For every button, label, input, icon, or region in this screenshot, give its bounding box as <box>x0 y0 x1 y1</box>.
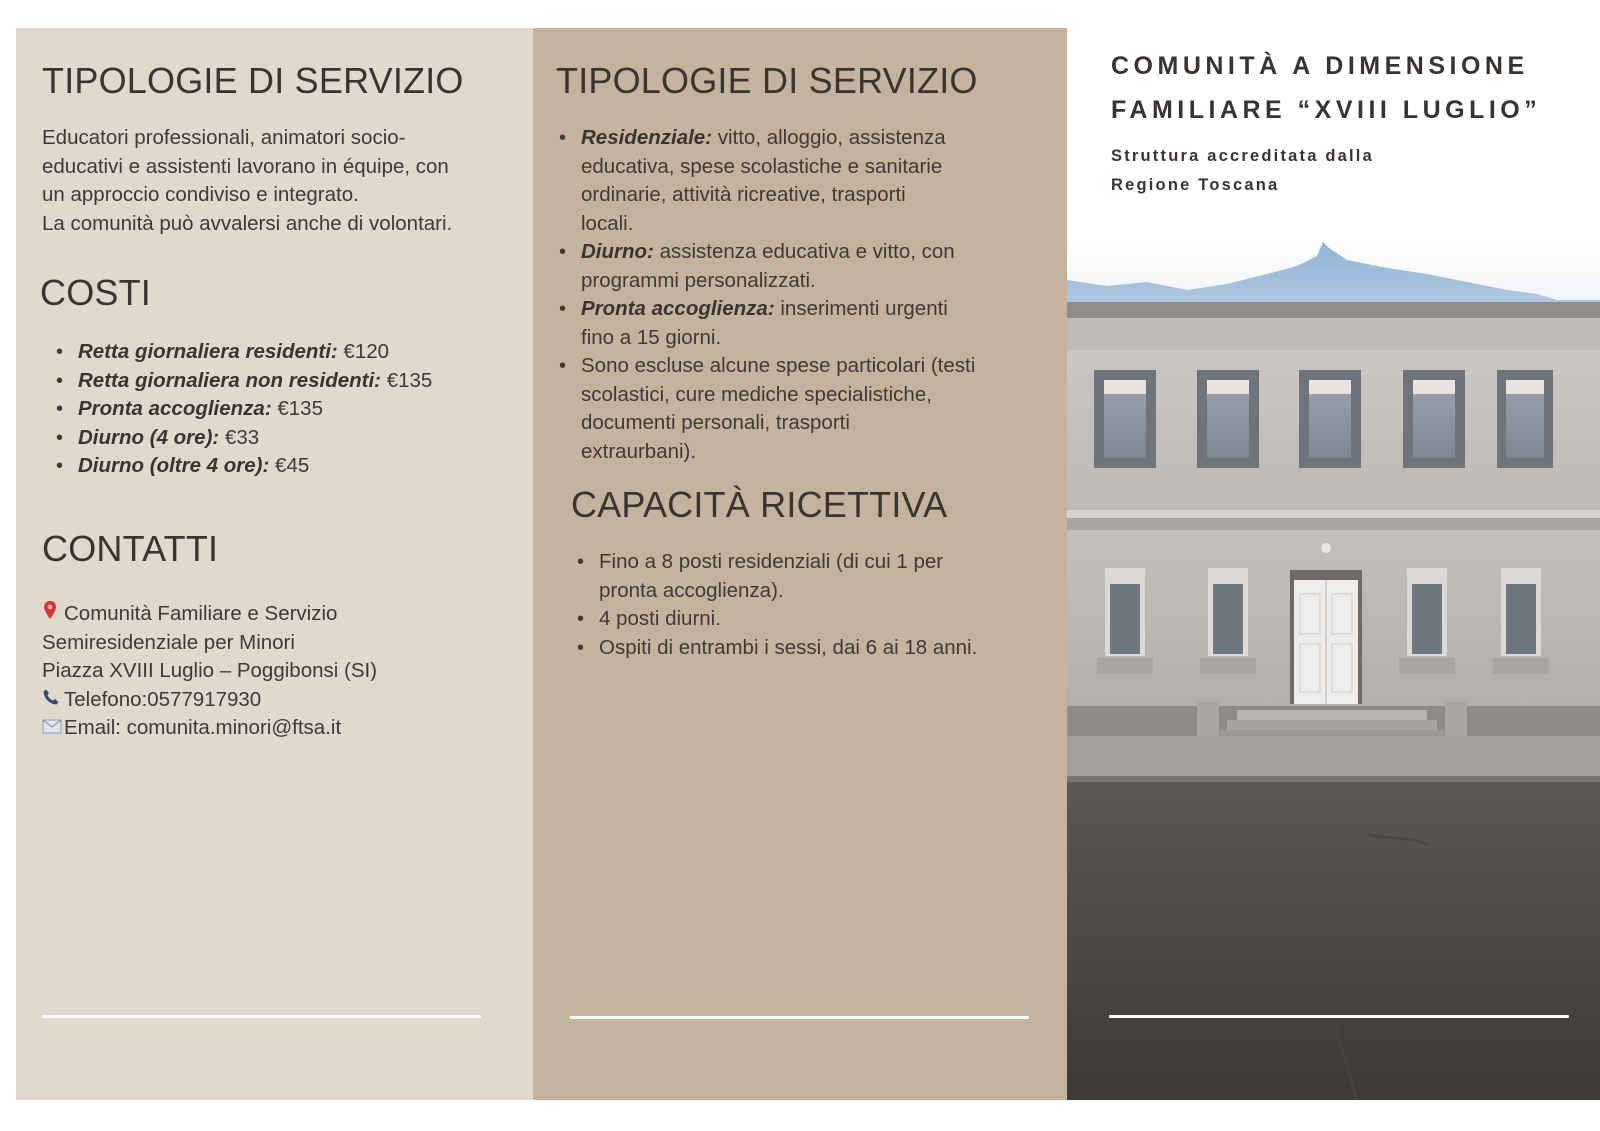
service-type-text: extraurbani). <box>581 439 697 463</box>
cost-value: €135 <box>381 368 433 392</box>
capacity-item <box>571 548 977 605</box>
capacity-text: 4 posti diurni. <box>599 607 721 630</box>
phone-number: Telefono:0577917930 <box>64 687 262 711</box>
capacity-heading: CAPACITÀ RICETTIVA <box>571 484 948 525</box>
capacity-item <box>571 634 977 663</box>
address-line: Semiresidenziale per Minori <box>42 630 295 654</box>
left-panel <box>16 28 533 1100</box>
cover-subtitle <box>1111 142 1374 200</box>
email-line <box>42 714 377 743</box>
cost-item <box>50 367 432 396</box>
capacity-text: Ospiti di entrambi i sessi, dai 6 ai 18 anni. <box>599 635 978 659</box>
service-type-item <box>553 295 975 352</box>
service-type-text: programmi personalizzati. <box>581 268 816 292</box>
service-type-text: scolastici, cure mediche specialistiche, <box>581 382 932 406</box>
cover-panel <box>1067 28 1600 1100</box>
service-type-text: Sono escluse alcune spese particolari (testi <box>581 354 976 377</box>
address-line: Piazza XVIII Luglio – Poggibonsi (SI) <box>42 659 378 682</box>
cost-item <box>50 424 432 453</box>
service-type-text: documenti personali, trasporti <box>581 411 850 434</box>
service-type-label: Pronta accoglienza: <box>581 297 775 320</box>
divider-line <box>42 1015 481 1018</box>
pin-icon <box>42 600 64 629</box>
cover-subtitle-line: Struttura accreditata dalla <box>1111 147 1374 165</box>
middle-panel <box>533 28 1067 1100</box>
cost-label: Diurno (oltre 4 ore): <box>78 454 270 477</box>
service-type-label: Residenziale: <box>581 126 713 149</box>
address-text: Comunità Familiare e Servizio <box>64 602 338 625</box>
capacity-text: Fino a 8 posti residenziali (di cui 1 per <box>599 550 944 573</box>
cost-value: €33 <box>219 425 260 449</box>
service-type-text: ordinarie, attività ricreative, trasporti <box>581 183 906 206</box>
service-type-item <box>553 352 975 466</box>
cost-label: Retta giornaliera non residenti: <box>78 368 381 392</box>
cover-subtitle-line: Regione Toscana <box>1111 176 1280 194</box>
service-type-item <box>553 124 975 238</box>
capacity-item <box>571 605 977 634</box>
service-type-label: Diurno: <box>581 240 654 263</box>
cover-title-line: COMUNITÀ A DIMENSIONE <box>1111 52 1529 80</box>
cost-item <box>50 395 432 424</box>
cost-value: €45 <box>269 454 310 477</box>
capacity-text: pronta accoglienza). <box>599 578 784 602</box>
service-types-list <box>553 124 975 466</box>
services-line: La comunità può avvalersi anche di volontari. <box>42 211 453 235</box>
costs-heading: COSTI <box>40 272 152 313</box>
services-line: educativi e assistenti lavorano in équipe, con <box>42 154 449 178</box>
contacts-block <box>42 600 377 743</box>
services-description <box>42 124 452 238</box>
cover-title-line: FAMILIARE “XVIII LUGLIO” <box>1111 96 1542 124</box>
divider-line <box>570 1016 1029 1019</box>
cost-label: Retta giornaliera residenti: <box>78 340 338 363</box>
building-photo <box>1067 234 1600 1100</box>
costs-list <box>50 338 432 481</box>
cost-value: €135 <box>271 397 323 420</box>
service-type-text: fino a 15 giorni. <box>581 325 722 349</box>
address-line <box>42 600 377 629</box>
cost-label: Pronta accoglienza: <box>78 397 272 420</box>
service-type-text: assistenza educativa e vitto, con <box>653 240 955 263</box>
service-type-text: inserimenti urgenti <box>774 297 948 320</box>
cost-label: Diurno (4 ore): <box>78 425 220 449</box>
service-type-text: vitto, alloggio, assistenza <box>712 126 946 149</box>
services-heading: TIPOLOGIE DI SERVIZIO <box>42 60 464 101</box>
cost-value: €120 <box>337 340 390 363</box>
envelope-icon <box>42 714 64 743</box>
phone-line <box>42 686 377 715</box>
cost-item <box>50 452 432 481</box>
email-address: Email: comunita.minori@ftsa.it <box>64 716 342 739</box>
service-type-text: educativa, spese scolastiche e sanitarie <box>581 154 943 178</box>
cover-title <box>1111 44 1541 132</box>
service-type-text: locali. <box>581 211 634 235</box>
service-types-heading: TIPOLOGIE DI SERVIZIO <box>556 60 978 101</box>
phone-icon <box>42 686 64 715</box>
services-line: Educatori professionali, animatori socio- <box>42 126 406 149</box>
divider-line <box>1109 1015 1569 1018</box>
cost-item <box>50 338 432 367</box>
capacity-list <box>571 548 977 662</box>
services-line: un approccio condiviso e integrato. <box>42 183 359 206</box>
contacts-heading: CONTATTI <box>42 528 219 569</box>
service-type-item <box>553 238 975 295</box>
